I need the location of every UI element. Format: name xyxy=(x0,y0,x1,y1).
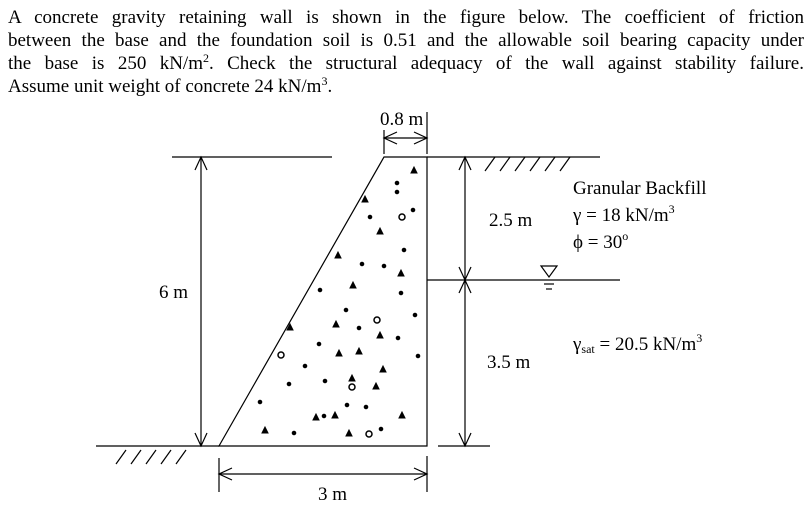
gamma-text: γ = 18 kN/m xyxy=(573,205,669,226)
base-width-label: 3 m xyxy=(318,484,348,505)
problem-line-1: A concrete gravity retaining wall is shown in the figure below. The coefficient of friction xyxy=(8,7,804,28)
unit-weight-exponent: 3 xyxy=(321,74,328,88)
upper-depth-label: 2.5 m xyxy=(489,210,533,231)
phi-text: ϕ = 30 xyxy=(573,232,623,253)
gamma-sat-subscript: sat xyxy=(581,342,595,356)
gamma-sat-value: = 20.5 kN/m xyxy=(594,334,697,355)
height-label: 6 m xyxy=(159,282,189,303)
concrete-aggregate-circles xyxy=(278,214,405,437)
gamma-exponent: 3 xyxy=(668,202,675,216)
gamma-sat-exponent: 3 xyxy=(696,331,703,345)
problem-line-2: between the base and the foundation soil is 0.51 and the allowable soil bearing capacity under xyxy=(8,30,804,51)
gamma-sat-label xyxy=(572,331,702,356)
gamma-sat-symbol: γ xyxy=(573,334,582,355)
wall-outline xyxy=(219,157,427,446)
phi-label xyxy=(573,229,628,253)
foundation-hatching xyxy=(116,450,186,464)
unit-weight-period: . xyxy=(327,76,333,97)
gamma-label xyxy=(572,202,675,226)
concrete-aggregate xyxy=(258,167,420,436)
dimension-arrows xyxy=(195,132,471,480)
water-table-marker xyxy=(541,266,557,289)
check-adequacy-text: . Check the structural adequacy of the wall against stability failure. xyxy=(208,53,804,74)
bearing-capacity-exponent: 2 xyxy=(202,51,209,65)
bearing-capacity-text: the base is 250 kN/m xyxy=(8,53,203,74)
top-width-label: 0.8 m xyxy=(380,109,424,130)
unit-weight-text: Assume unit weight of concrete 24 kN/m xyxy=(8,76,322,97)
backfill-title: Granular Backfill xyxy=(573,178,707,199)
lower-depth-label: 3.5 m xyxy=(487,352,531,373)
backfill-hatching xyxy=(485,157,570,171)
phi-degree: o xyxy=(622,229,629,243)
